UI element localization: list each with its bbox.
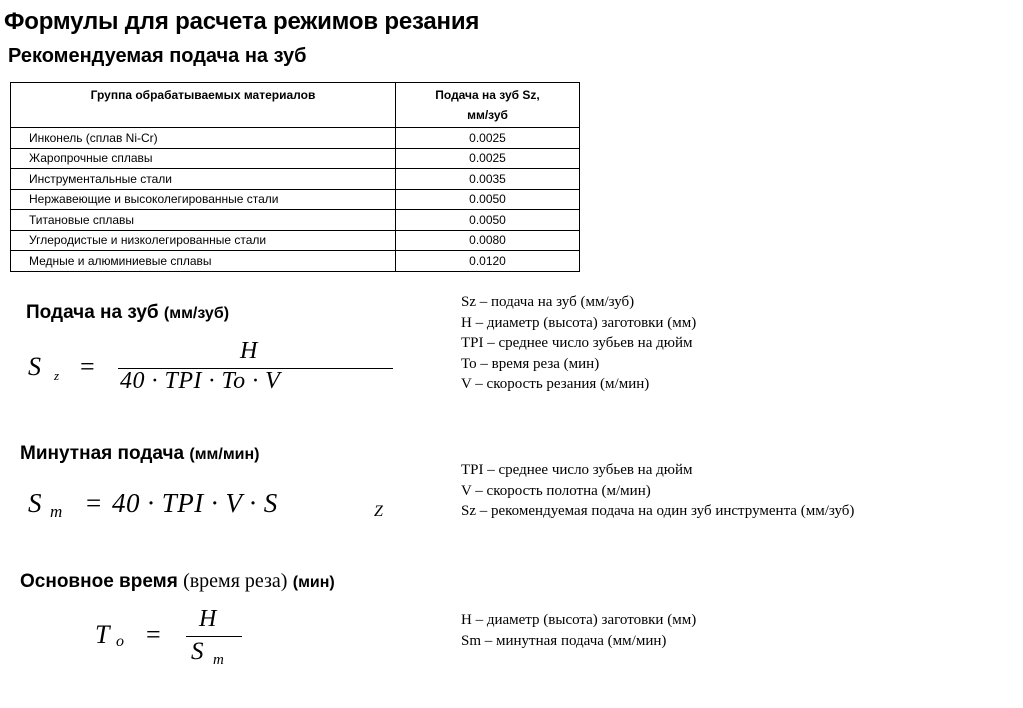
table-row (11, 230, 580, 251)
minute-feed-legend (461, 460, 854, 522)
page-title: Формулы для расчета режимов резания (4, 8, 480, 35)
material-cell: Инструментальные стали (11, 169, 396, 190)
formula-denominator: S (191, 638, 204, 665)
main-time-legend (461, 610, 696, 651)
legend-line: V – скорость резания (м/мин) (461, 376, 650, 392)
legend-line: H – диаметр (высота) заготовки (мм) (461, 314, 697, 331)
main-time-heading-extra: (время реза) (183, 570, 288, 592)
formula-lhs: S (28, 488, 42, 518)
header-feed-per-tooth (396, 83, 580, 128)
material-cell: Жаропрочные сплавы (11, 148, 396, 169)
header-feed-unit: мм/зуб (467, 108, 508, 122)
feed-cell: 0.0035 (396, 169, 580, 190)
main-time-heading (20, 570, 335, 593)
material-cell: Нержавеющие и высоколегированные стали (11, 189, 396, 210)
legend-line: Sz – рекомендуемая подача на один зуб инструмента (мм/зуб) (461, 503, 855, 519)
formula-lhs: T (95, 620, 110, 649)
feed-cell: 0.0050 (396, 189, 580, 210)
feed-cell: 0.0025 (396, 148, 580, 169)
feed-per-tooth-unit: (мм/зуб) (163, 305, 230, 322)
material-cell: Углеродистые и низколегированные стали (11, 230, 396, 251)
formula-lhs-subscript: m (50, 502, 63, 521)
header-feed-line1: Подача на зуб Sz, (435, 88, 540, 102)
feed-per-tooth-heading (26, 302, 229, 324)
legend-line: H – диаметр (высота) заготовки (мм) (461, 612, 697, 628)
main-time-unit: (мин) (292, 574, 335, 591)
legend-line: TPI – среднее число зубьев на дюйм (461, 462, 693, 478)
table-row (11, 251, 580, 272)
legend-line: Sm – минутная подача (мм/мин) (461, 632, 667, 649)
main-time-heading-text: Основное время (20, 571, 178, 592)
formula-lhs-subscript: o (116, 633, 124, 650)
minute-feed-heading (20, 443, 259, 465)
material-cell: Титановые сплавы (11, 210, 396, 231)
formula-equals: = (86, 488, 102, 518)
formula-denominator: 40 · TPI · To · V (120, 368, 281, 394)
formula-lhs: S (28, 352, 41, 381)
table-row (11, 128, 580, 149)
formula-lhs-subscript: z (54, 368, 60, 383)
minute-feed-unit: (мм/мин) (189, 446, 260, 463)
header-material-group: Группа обрабатываемых материалов (11, 83, 396, 128)
formula-numerator: H (199, 606, 217, 632)
table-row (11, 169, 580, 190)
table-header-row (11, 83, 580, 128)
feed-cell: 0.0080 (396, 230, 580, 251)
feed-cell: 0.0120 (396, 251, 580, 272)
table-row (11, 210, 580, 231)
formula-denominator-subscript: m (213, 652, 224, 668)
legend-line: V – скорость полотна (м/мин) (461, 482, 651, 499)
legend-line: To – время реза (мин) (461, 355, 600, 372)
table-title: Рекомендуемая подача на зуб (8, 45, 307, 67)
material-cell: Медные и алюминиевые сплавы (11, 251, 396, 272)
feed-table (10, 82, 580, 272)
feed-cell: 0.0025 (396, 128, 580, 149)
legend-line: TPI – среднее число зубьев на дюйм (461, 335, 693, 351)
formula-rhs-subscript: Z (374, 503, 383, 520)
formula-equals: = (146, 620, 161, 649)
feed-cell: 0.0050 (396, 210, 580, 231)
fraction-line (186, 636, 242, 637)
table-row (11, 189, 580, 210)
minute-feed-heading-text: Минутная подача (20, 443, 185, 464)
formula-equals: = (80, 352, 95, 381)
material-cell: Инконель (сплав Ni-Cr) (11, 128, 396, 149)
table-row (11, 148, 580, 169)
feed-per-tooth-legend (461, 292, 696, 395)
legend-line: Sz – подача на зуб (мм/зуб) (461, 294, 635, 310)
formula-numerator: H (240, 338, 258, 364)
formula-rhs: 40 · TPI · V · S (112, 488, 278, 518)
feed-per-tooth-heading-text: Подача на зуб (26, 302, 159, 323)
